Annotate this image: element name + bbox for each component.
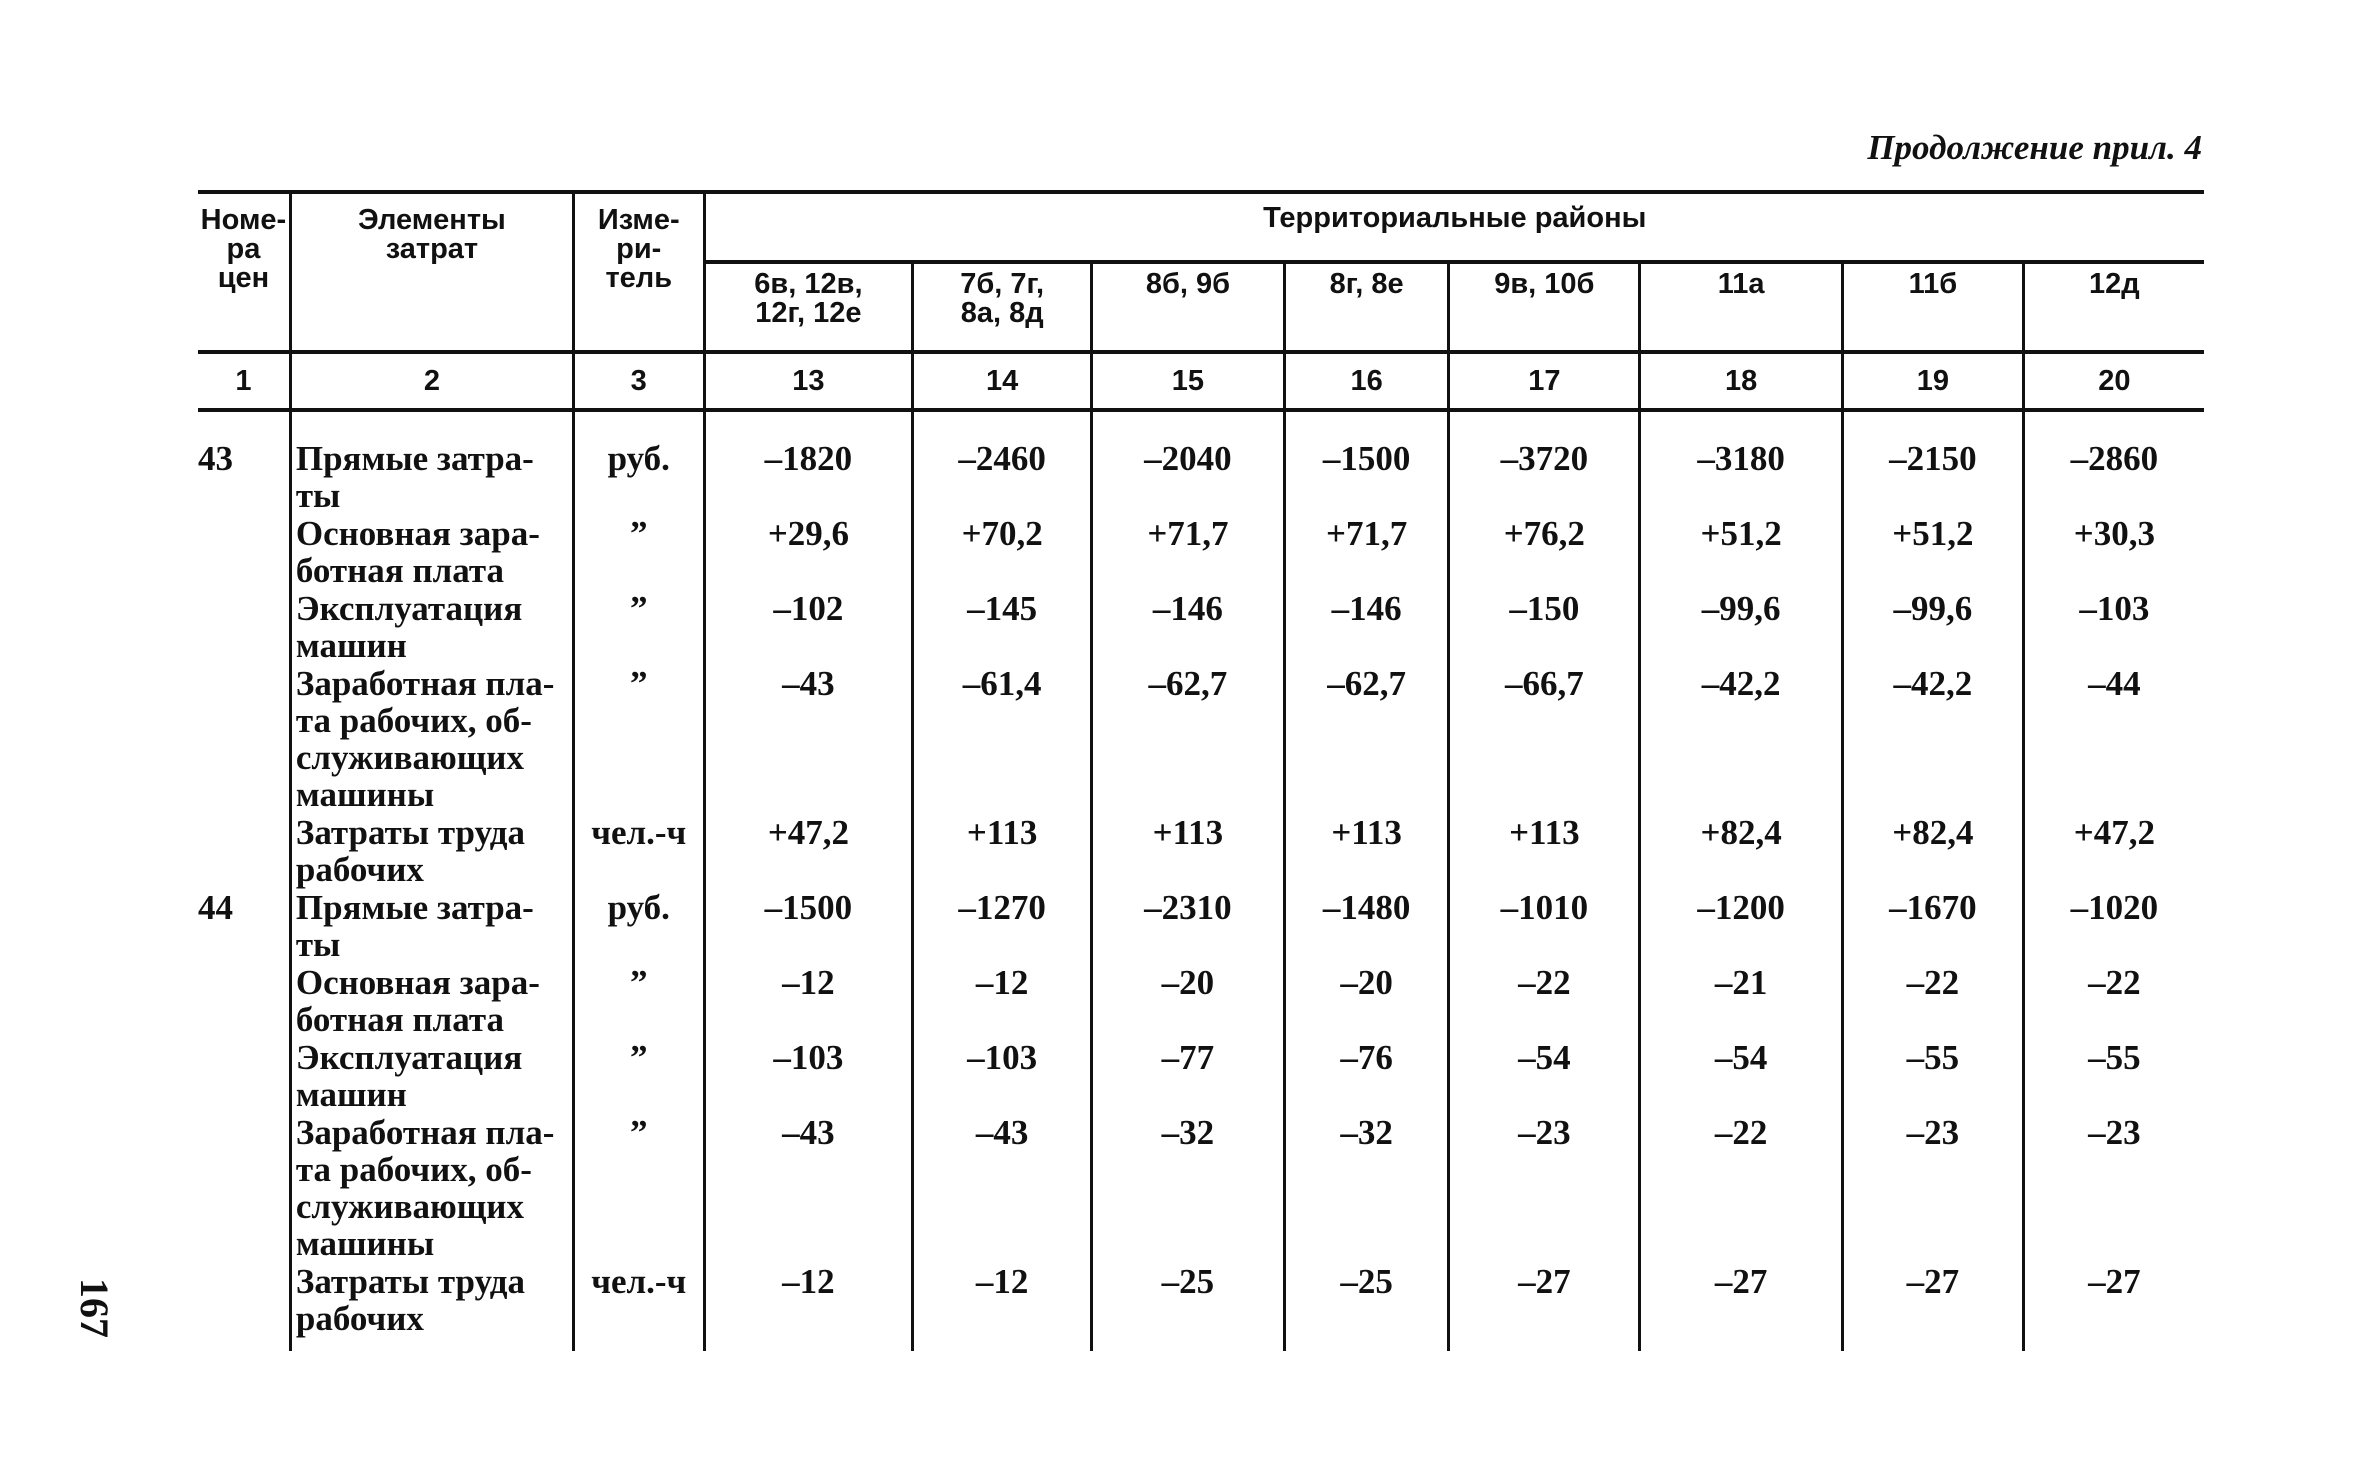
column-number: 19 — [1843, 352, 2024, 410]
column-number: 13 — [704, 352, 913, 410]
value-cell: –25 — [1092, 1263, 1285, 1351]
column-number: 18 — [1640, 352, 1843, 410]
price-number-cell: 44 — [198, 888, 233, 927]
value-cell: –102 — [704, 590, 913, 665]
value-cell: +70,2 — [913, 515, 1092, 590]
value-cell: –2150 — [1843, 410, 2024, 515]
table-header — [198, 192, 2204, 410]
value-cell: +76,2 — [1449, 515, 1640, 590]
header-unit: Изме- ри- тель — [573, 192, 704, 352]
value-cell: +113 — [1092, 814, 1285, 889]
value-cell: –62,7 — [1284, 665, 1449, 814]
column-number: 20 — [2023, 352, 2204, 410]
table-row — [198, 814, 2204, 889]
table-row — [198, 410, 2204, 515]
header-element: Элементы затрат — [290, 192, 573, 352]
value-cell: –103 — [913, 1039, 1092, 1114]
unit-cell: ” — [573, 665, 704, 814]
value-cell: –44 — [2023, 665, 2204, 814]
cost-element-cell: Основная зара- ботная плата — [290, 964, 573, 1039]
value-cell: –2460 — [913, 410, 1092, 515]
header-region: 11а — [1640, 262, 1843, 352]
unit-cell: ” — [573, 515, 704, 590]
value-cell: –1480 — [1284, 889, 1449, 964]
value-cell: –22 — [1843, 964, 2024, 1039]
value-cell: –66,7 — [1449, 665, 1640, 814]
value-cell: –1500 — [704, 889, 913, 964]
table-row — [198, 1039, 2204, 1114]
cost-element-cell: Затраты труда рабочих — [290, 814, 573, 889]
table-row — [198, 665, 2204, 814]
value-cell: –20 — [1284, 964, 1449, 1039]
value-cell: –62,7 — [1092, 665, 1285, 814]
value-cell: –27 — [1843, 1263, 2024, 1351]
header-region: 6в, 12в, 12г, 12е — [704, 262, 913, 352]
value-cell: –22 — [1449, 964, 1640, 1039]
value-cell: –99,6 — [1843, 590, 2024, 665]
column-number: 16 — [1284, 352, 1449, 410]
value-cell: –21 — [1640, 964, 1843, 1039]
table-row — [198, 1263, 2204, 1351]
value-cell: –3720 — [1449, 410, 1640, 515]
value-cell: –42,2 — [1640, 665, 1843, 814]
value-cell: –20 — [1092, 964, 1285, 1039]
value-cell: –1020 — [2023, 889, 2204, 964]
cost-element-cell: Эксплуатация машин — [290, 590, 573, 665]
value-cell: +29,6 — [704, 515, 913, 590]
value-cell: –32 — [1284, 1114, 1449, 1263]
value-cell: –12 — [704, 964, 913, 1039]
value-cell: –2310 — [1092, 889, 1285, 964]
value-cell: –12 — [913, 1263, 1092, 1351]
value-cell: +47,2 — [2023, 814, 2204, 889]
unit-cell: ” — [573, 1039, 704, 1114]
header-region: 8б, 9б — [1092, 262, 1285, 352]
unit-cell: чел.-ч — [573, 814, 704, 889]
value-cell: +71,7 — [1284, 515, 1449, 590]
page-number: 167 — [72, 1278, 117, 1338]
value-cell: –43 — [913, 1114, 1092, 1263]
value-cell: –3180 — [1640, 410, 1843, 515]
value-cell: –54 — [1449, 1039, 1640, 1114]
cost-table — [198, 190, 2204, 1351]
table-body — [198, 410, 2204, 1351]
value-cell: –12 — [704, 1263, 913, 1351]
value-cell: –27 — [2023, 1263, 2204, 1351]
price-number-cell: 43 — [198, 439, 233, 478]
value-cell: –1500 — [1284, 410, 1449, 515]
value-cell: –1820 — [704, 410, 913, 515]
value-cell: –55 — [1843, 1039, 2024, 1114]
unit-cell: руб. — [573, 410, 704, 515]
value-cell: –22 — [1640, 1114, 1843, 1263]
price-number-cell — [198, 1263, 290, 1351]
header-territorial-regions: Территориальные районы — [704, 192, 2204, 262]
value-cell: –1270 — [913, 889, 1092, 964]
table-row — [198, 515, 2204, 590]
value-cell: –27 — [1640, 1263, 1843, 1351]
price-number-cell — [198, 1039, 290, 1114]
value-cell: +82,4 — [1640, 814, 1843, 889]
column-number: 15 — [1092, 352, 1285, 410]
value-cell: +113 — [1284, 814, 1449, 889]
price-number-cell — [198, 814, 290, 889]
price-number-cell — [198, 590, 290, 665]
value-cell: +113 — [1449, 814, 1640, 889]
value-cell: –23 — [1449, 1114, 1640, 1263]
cost-element-cell: Заработная пла- та рабочих, об- служивающих машины — [290, 1114, 573, 1263]
value-cell: –146 — [1092, 590, 1285, 665]
cost-element-cell: Затраты труда рабочих — [290, 1263, 573, 1351]
header-region: 11б — [1843, 262, 2024, 352]
value-cell: –32 — [1092, 1114, 1285, 1263]
price-number-cell — [198, 964, 290, 1039]
value-cell: –150 — [1449, 590, 1640, 665]
cost-element-cell: Эксплуатация машин — [290, 1039, 573, 1114]
value-cell: +47,2 — [704, 814, 913, 889]
value-cell: –103 — [2023, 590, 2204, 665]
header-code: Номе- ра цен — [198, 192, 290, 352]
table-row — [198, 590, 2204, 665]
value-cell: –99,6 — [1640, 590, 1843, 665]
unit-cell: ” — [573, 590, 704, 665]
value-cell: –25 — [1284, 1263, 1449, 1351]
cost-element-cell: Прямые затра- ты — [290, 410, 573, 515]
value-cell: –103 — [704, 1039, 913, 1114]
column-number: 2 — [290, 352, 573, 410]
unit-cell: чел.-ч — [573, 1263, 704, 1351]
value-cell: –54 — [1640, 1039, 1843, 1114]
column-number: 3 — [573, 352, 704, 410]
table-row — [198, 1114, 2204, 1263]
cost-element-cell: Прямые затра- ты — [290, 889, 573, 964]
value-cell: +82,4 — [1843, 814, 2024, 889]
value-cell: –1010 — [1449, 889, 1640, 964]
value-cell: +113 — [913, 814, 1092, 889]
price-number-cell — [198, 1114, 290, 1263]
appendix-caption: Продолжение прил. 4 — [1867, 128, 2202, 167]
column-number: 1 — [198, 352, 290, 410]
unit-cell: ” — [573, 1114, 704, 1263]
value-cell: –77 — [1092, 1039, 1285, 1114]
value-cell: –43 — [704, 1114, 913, 1263]
value-cell: +51,2 — [1640, 515, 1843, 590]
unit-cell: ” — [573, 964, 704, 1039]
value-cell: –76 — [1284, 1039, 1449, 1114]
cost-element-cell: Основная зара- ботная плата — [290, 515, 573, 590]
header-region: 8г, 8е — [1284, 262, 1449, 352]
value-cell: –145 — [913, 590, 1092, 665]
header-region: 9в, 10б — [1449, 262, 1640, 352]
column-number: 14 — [913, 352, 1092, 410]
value-cell: –61,4 — [913, 665, 1092, 814]
value-cell: +71,7 — [1092, 515, 1285, 590]
value-cell: –22 — [2023, 964, 2204, 1039]
price-number-cell — [198, 515, 290, 590]
value-cell: +51,2 — [1843, 515, 2024, 590]
value-cell: +30,3 — [2023, 515, 2204, 590]
value-cell: –1200 — [1640, 889, 1843, 964]
value-cell: –2040 — [1092, 410, 1285, 515]
value-cell: –43 — [704, 665, 913, 814]
header-region: 12д — [2023, 262, 2204, 352]
unit-cell: руб. — [573, 889, 704, 964]
table-row — [198, 964, 2204, 1039]
value-cell: –146 — [1284, 590, 1449, 665]
cost-element-cell: Заработная пла- та рабочих, об- служивающих машины — [290, 665, 573, 814]
value-cell: –12 — [913, 964, 1092, 1039]
value-cell: –2860 — [2023, 410, 2204, 515]
header-region: 7б, 7г, 8а, 8д — [913, 262, 1092, 352]
column-number: 17 — [1449, 352, 1640, 410]
value-cell: –42,2 — [1843, 665, 2024, 814]
price-number-cell — [198, 665, 290, 814]
table-row — [198, 889, 2204, 964]
value-cell: –23 — [1843, 1114, 2024, 1263]
value-cell: –1670 — [1843, 889, 2024, 964]
column-number-row — [198, 352, 2204, 410]
value-cell: –55 — [2023, 1039, 2204, 1114]
value-cell: –27 — [1449, 1263, 1640, 1351]
value-cell: –23 — [2023, 1114, 2204, 1263]
